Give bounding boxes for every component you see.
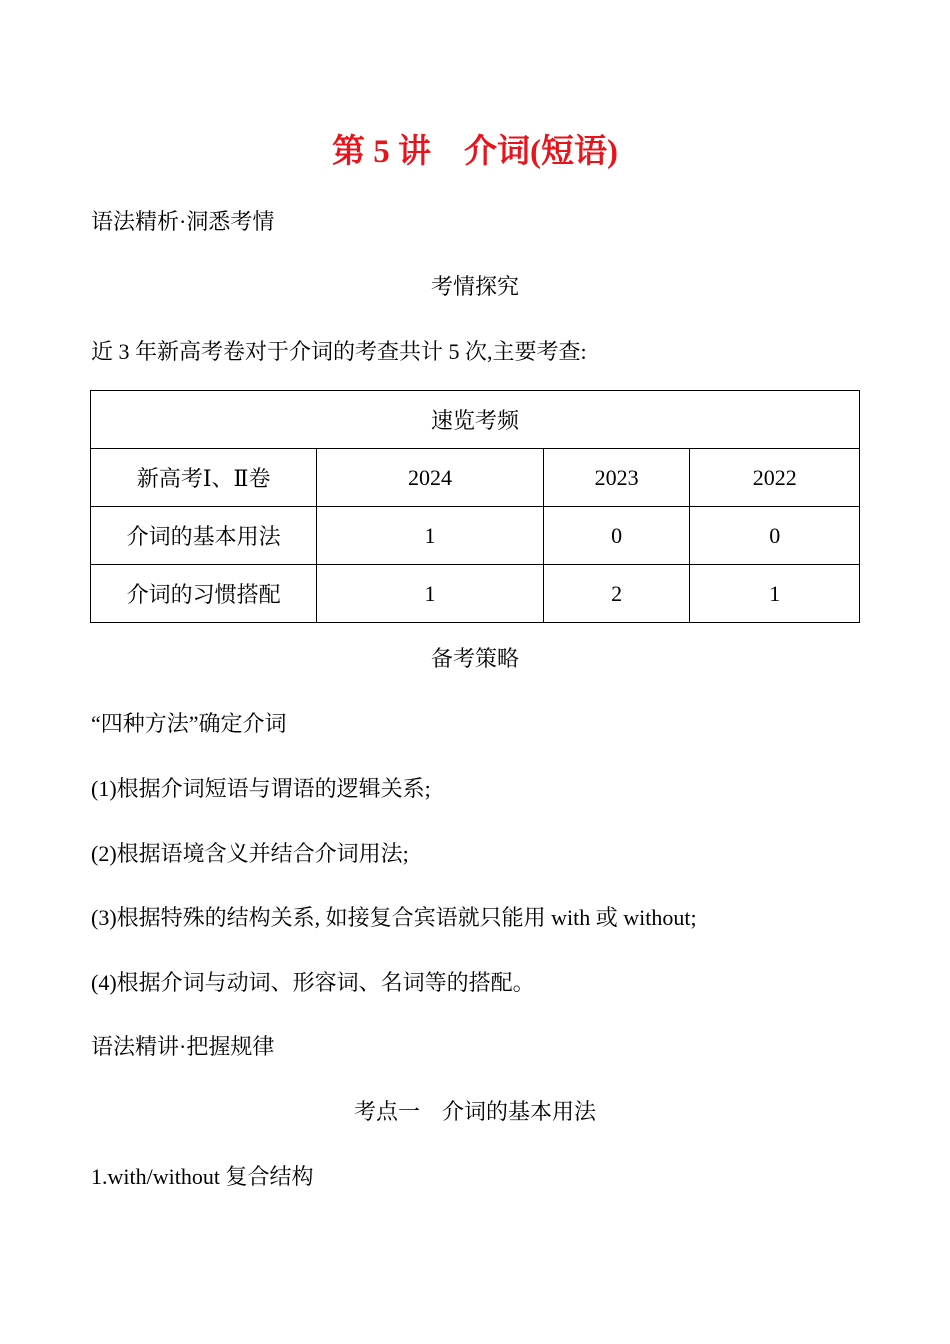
table-header-cell: 2024: [317, 449, 543, 507]
methods-title: “四种方法”确定介词: [91, 711, 287, 736]
list-item: (2)根据语境含义并结合介词用法;: [91, 841, 409, 866]
list-item: (1)根据介词短语与谓语的逻辑关系;: [91, 776, 431, 801]
table-caption-row: [91, 391, 860, 449]
subheading-strategy: 备考策略: [430, 646, 519, 671]
table-caption: 速览考频: [91, 391, 860, 449]
table-cell: 介词的基本用法: [91, 507, 317, 565]
item-heading: 1.with/without 复合结构: [91, 1164, 314, 1189]
table-cell: 0: [543, 507, 690, 565]
table-header-cell: 新高考Ⅰ、Ⅱ卷: [91, 449, 317, 507]
section-heading-rules: 语法精讲·把握规律: [91, 1034, 275, 1059]
table-cell: 0: [690, 507, 860, 565]
list-item: (4)根据介词与动词、形容词、名词等的搭配。: [91, 970, 535, 995]
subheading-exam-analysis: 考情探究: [430, 274, 519, 299]
table-header-cell: 2023: [543, 449, 690, 507]
table-cell: 介词的习惯搭配: [91, 565, 317, 623]
table-cell: 1: [317, 507, 543, 565]
page-title: 第 5 讲 介词(短语): [332, 134, 618, 170]
frequency-table: [90, 390, 860, 623]
point-heading: 考点一 介词的基本用法: [353, 1099, 596, 1124]
intro-paragraph: 近 3 年新高考卷对于介词的考查共计 5 次,主要考查:: [91, 339, 587, 364]
section-heading-analysis: 语法精析·洞悉考情: [91, 209, 275, 234]
table-cell: 1: [317, 565, 543, 623]
table-header-cell: 2022: [690, 449, 860, 507]
table-cell: 2: [543, 565, 690, 623]
table-header-row: [91, 449, 860, 507]
table-cell: 1: [690, 565, 860, 623]
list-item: (3)根据特殊的结构关系, 如接复合宾语就只能用 with 或 without;: [91, 905, 697, 930]
table-row: [91, 565, 860, 623]
table-row: [91, 507, 860, 565]
